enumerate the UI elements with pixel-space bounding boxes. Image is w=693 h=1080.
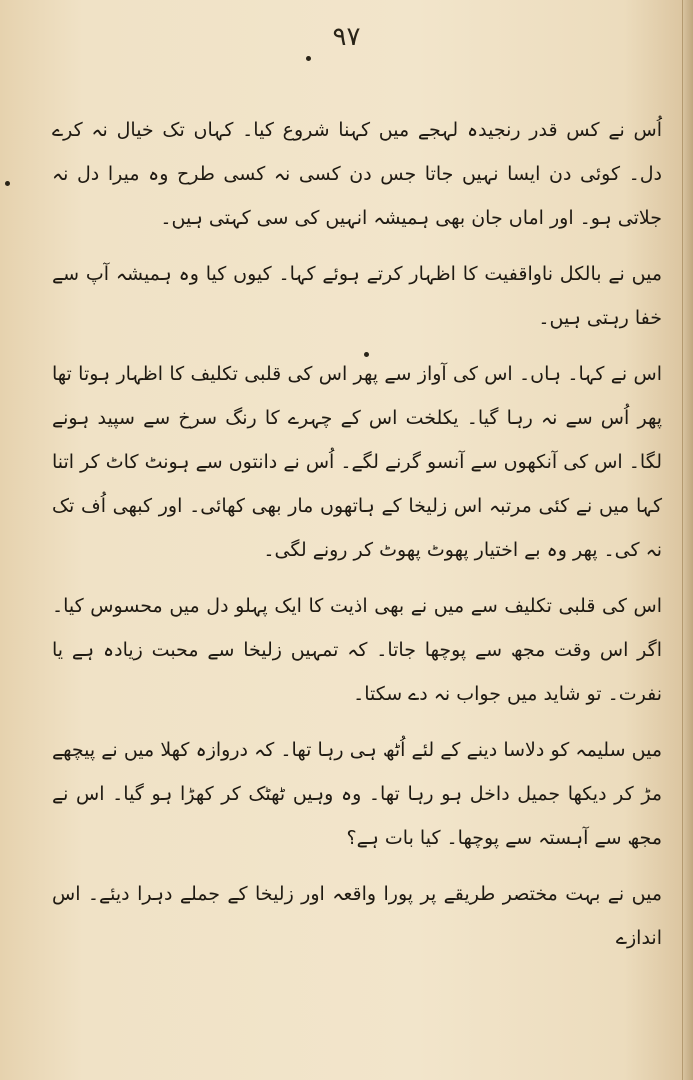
ink-dot [5, 181, 10, 186]
page-number: ۹۷ [332, 22, 361, 52]
ink-dot [306, 56, 311, 61]
paragraph-3: اس نے کہا۔ ہاں۔ اس کی آواز سے پھر اس کی قلبی تکلیف کا اظہار ہوتا تھا پھر اُس سے نہ رہا گیا۔ یکلخت اس کے چہرے کا رنگ سرخ سے سپید ہونے لگا۔ اس کی آنکھوں سے آنسو گرنے لگے۔ اُس نے دانتوں سے ہونٹ کاٹ کر اتنا کہا میں نے کئی مرتبہ اس زلیخا کے ہاتھوں مار بھی کھائی۔ اور کبھی اُف تک نہ کی۔ پھر وہ بے اختیار پھوٹ پھوٹ کر رونے لگی۔ [52, 363, 662, 561]
body-text [52, 108, 662, 972]
paragraph-2: میں نے بالکل ناواقفیت کا اظہار کرتے ہوئے کہا۔ کیوں کیا وہ ہمیشہ آپ سے خفا رہتی ہیں۔ [52, 263, 662, 329]
paragraph-6: میں نے بہت مختصر طریقے پر پورا واقعہ اور زلیخا کے جملے دہرا دیئے۔ اس اندازے [52, 883, 662, 949]
paragraph-1: اُس نے کس قدر رنجیدہ لہجے میں کہنا شروع کیا۔ کہاں تک خیال نہ کرے دل۔ کوئی دن ایسا نہیں جاتا جس دن کسی نہ کسی طرح وہ میرا دل نہ جلاتی ہو۔ اور اماں جان بھی ہمیشہ انہیں کی سی کہتی ہیں۔ [52, 119, 662, 229]
paragraph-4: اس کی قلبی تکلیف سے میں نے بھی اذیت کا ایک پہلو دل میں محسوس کیا۔ اگر اس وقت مجھ سے پوچھا جاتا۔ کہ تمہیں زلیخا سے محبت زیادہ ہے یا نفرت۔ تو شاید میں جواب نہ دے سکتا۔ [52, 595, 662, 705]
page-edge [682, 0, 693, 1080]
paragraph-5: میں سلیمہ کو دلاسا دینے کے لئے اُٹھ ہی رہا تھا۔ کہ دروازہ کھلا میں نے پیچھے مڑ کر دیکھا جمیل داخل ہو رہا تھا۔ وہ وہیں ٹھٹک کر کھڑا ہو گیا۔ اس نے مجھ سے آہستہ سے پوچھا۔ کیا بات ہے؟ [52, 739, 662, 849]
